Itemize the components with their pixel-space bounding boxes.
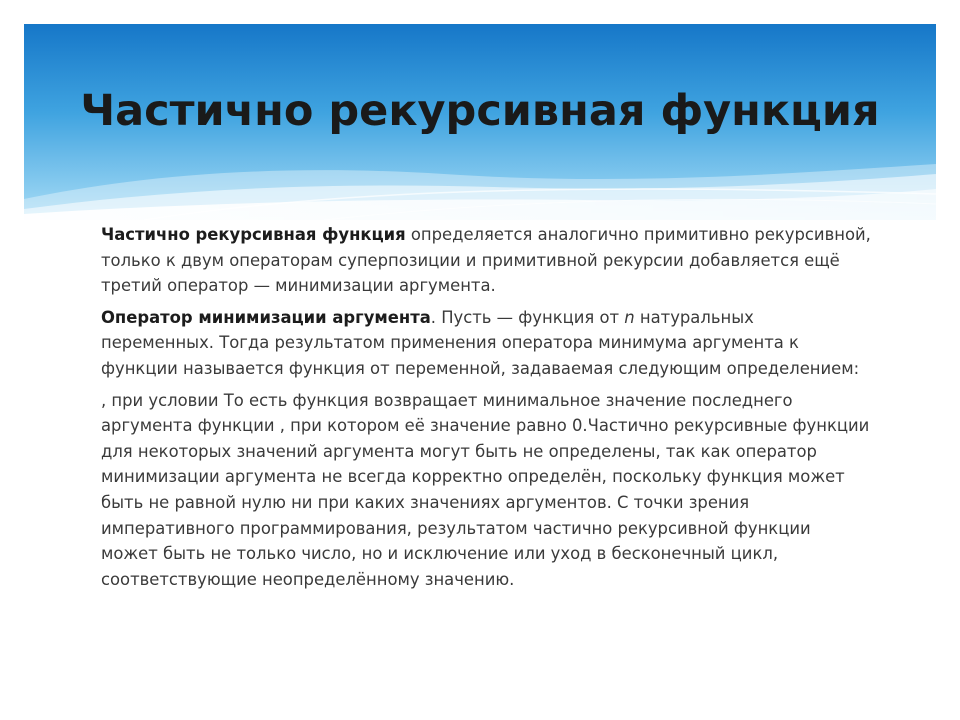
slide-body bbox=[101, 222, 871, 598]
definition-text: определяется аналогично примитивно рекурсивной, только к двум операторам суперпозиции и примитивной рекурсии добавляется ещё третий оператор — минимизации аргумента. bbox=[101, 225, 871, 296]
slide-title: Частично рекурсивная функция bbox=[80, 86, 880, 136]
paragraph-explanation: , при условии То есть функция возвращает минимальное значение последнего аргумента функции , при котором её значение равно 0.Частично рекурсивные функции для некоторых значений аргумента могут быть не определены, так как оператор минимизации аргумента не всегда корректно определён, поскольку функция может быть не равной нулю ни при каких значениях аргументов. С точки зрения императивного программирования, результатом частично рекурсивной функции может быть не только число, но и исключение или уход в бесконечный цикл, соответствующие неопределённому значению. bbox=[101, 390, 870, 589]
minimization-text-b: натуральных переменных. Тогда результатом применения оператора минимума аргумента к функции называется функция от переменной, задаваемая следующим определением: bbox=[101, 307, 860, 378]
term-minimization-operator: Оператор минимизации аргумента bbox=[101, 307, 431, 327]
paragraph-definition bbox=[101, 222, 871, 299]
term-partial-recursive: Частично рекурсивная функция bbox=[101, 225, 406, 244]
header-banner bbox=[24, 24, 936, 220]
paragraph-minimization bbox=[101, 305, 871, 382]
minimization-text-a: . Пусть — функция от bbox=[430, 307, 625, 327]
variable-n: n bbox=[624, 307, 635, 327]
